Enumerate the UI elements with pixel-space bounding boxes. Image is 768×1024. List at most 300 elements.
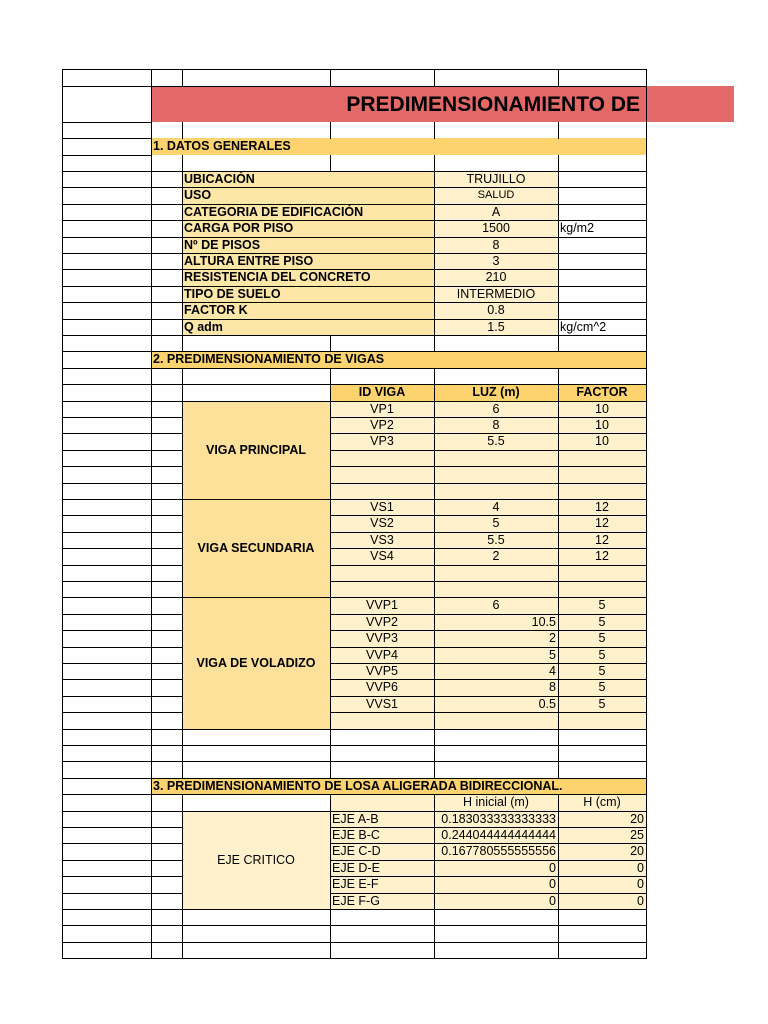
beam-id: VS3 [370,532,394,547]
grid-line [182,122,183,139]
grid-line [646,761,647,778]
grid-line [646,565,647,582]
beam-factor: 12 [595,549,609,564]
grid-line [151,794,183,795]
grid-line [558,958,647,959]
grid-line [646,925,647,942]
beam-id: VS2 [370,516,394,531]
general-value: A [491,204,501,219]
column-header: H (cm) [583,795,621,810]
grid-line [558,761,559,778]
grid-line [182,925,183,942]
grid-line [151,942,183,943]
grid-line [558,302,647,303]
grid-line [558,187,647,188]
grid-line [330,942,331,959]
grid-line [330,745,435,746]
grid-line [151,712,183,713]
grid-line [62,302,152,303]
grid-line [62,253,152,254]
grid-line [151,368,183,369]
grid-line [434,483,559,484]
beam-id: VP3 [370,434,394,449]
grid-line [62,269,152,270]
grid-line [62,499,63,516]
grid-line [62,122,152,123]
grid-line [558,729,647,730]
grid-line [151,860,152,877]
grid-line [151,925,183,926]
beam-factor: 5 [598,647,606,662]
grid-line [151,122,152,139]
grid-line [646,663,647,680]
beam-id: VVP4 [366,647,398,662]
general-label: CATEGORIA DE EDIFICACIÓN [184,204,364,219]
grid-line [434,729,559,730]
grid-line [558,466,647,467]
grid-line [62,237,63,254]
grid-line [558,925,559,942]
general-label: USO [184,188,212,203]
grid-line [151,811,152,828]
grid-line [151,483,183,484]
grid-line [62,630,152,631]
slab-h-cm: 20 [630,844,644,859]
grid-line [62,417,152,418]
grid-line [62,86,152,87]
grid-line [330,483,435,484]
grid-line [62,187,152,188]
column-header: ID VIGA [358,385,406,400]
grid-line [434,942,559,943]
general-label: Nº DE PISOS [184,237,261,252]
grid-line [646,811,647,828]
grid-line [558,335,559,352]
beam-factor: 10 [595,401,609,416]
grid-line [62,335,152,336]
grid-line [151,581,152,598]
grid-line [558,269,559,286]
grid-line [62,925,63,942]
grid-line [330,712,435,713]
section-heading: 2. PREDIMENSIONAMIENTO DE VIGAS [153,352,385,367]
grid-line [151,220,183,221]
grid-line [182,335,183,352]
grid-line [151,647,183,648]
slab-h-initial: 0 [549,893,556,908]
beam-id: VVP3 [366,631,398,646]
grid-line [646,712,647,729]
beam-factor: 5 [598,663,606,678]
grid-line [558,253,647,254]
grid-line [558,450,647,451]
grid-line [62,466,152,467]
grid-line [151,761,152,778]
grid-line [62,925,152,926]
general-label: Q adm [184,319,223,334]
grid-line [646,745,647,762]
grid-line [151,302,152,319]
grid-line [646,647,647,664]
grid-line [62,237,152,238]
grid-line [182,368,331,369]
grid-line [330,335,331,352]
grid-line [558,942,559,959]
beam-factor: 5 [598,598,606,613]
grid-line [330,155,331,172]
beam-span: 5 [549,647,556,662]
grid-line [151,811,183,812]
grid-line [62,532,152,533]
beam-factor: 5 [598,614,606,629]
grid-line [62,433,152,434]
grid-line [151,860,183,861]
slab-axis: EJE C-D [332,844,381,859]
grid-line [151,696,152,713]
grid-line [646,204,647,221]
grid-line [151,253,183,254]
beam-span: 0.5 [538,696,556,711]
grid-line [62,778,152,779]
grid-line [182,794,331,795]
grid-line [151,663,152,680]
grid-line [62,335,63,352]
slab-h-cm: 20 [630,811,644,826]
slab-h-cm: 0 [637,877,644,892]
grid-line [330,909,331,926]
grid-line [646,237,647,254]
grid-line [151,69,152,87]
grid-line [151,286,183,287]
grid-line [151,515,183,516]
general-value: 1500 [482,221,510,236]
slab-axis: EJE D-E [332,860,380,875]
grid-line [558,745,647,746]
grid-line [62,614,63,631]
grid-line [151,237,152,254]
grid-line [151,729,183,730]
beam-factor: 12 [595,516,609,531]
grid-line [434,909,435,926]
grid-line [558,761,647,762]
beam-span: 2 [549,631,556,646]
grid-line [151,893,152,910]
grid-line [62,679,152,680]
grid-line [330,69,331,87]
grid-line [182,69,183,87]
grid-line [151,155,152,172]
grid-line [62,171,63,188]
grid-line [182,384,183,401]
grid-line [151,368,152,385]
grid-line [330,483,331,500]
grid-line [646,368,647,385]
grid-line [151,171,183,172]
grid-line [182,942,183,959]
grid-line [62,729,63,746]
general-value: TRUJILLO [466,171,526,186]
grid-line [330,368,435,369]
grid-line [62,155,152,156]
beam-factor: 5 [598,680,606,695]
grid-line [558,565,559,582]
grid-line [62,663,152,664]
grid-line [151,515,152,532]
grid-line [62,712,63,729]
grid-line [62,745,63,762]
grid-line [151,630,183,631]
grid-line [62,843,152,844]
grid-line [151,647,152,664]
grid-line [646,515,647,532]
grid-line [434,745,559,746]
grid-line [62,532,63,549]
general-label: ALTURA ENTRE PISO [184,253,314,268]
grid-line [62,597,63,614]
grid-line [434,581,435,598]
grid-line [646,122,647,139]
grid-line [151,565,183,566]
grid-line [330,729,435,730]
slab-axis: EJE A-B [332,811,379,826]
beam-span: 8 [492,417,500,432]
grid-line [646,581,647,598]
beam-span: 4 [492,499,500,514]
grid-line [434,466,559,467]
grid-line [330,909,435,910]
grid-line [62,597,152,598]
grid-line [330,565,435,566]
beam-span: 5 [492,516,500,531]
beam-span: 5.5 [487,532,505,547]
grid-line [62,614,152,615]
grid-line [62,876,63,893]
grid-line [151,843,152,860]
grid-line [434,909,559,910]
grid-line [646,942,647,959]
grid-line [62,942,152,943]
grid-line [62,811,63,828]
grid-line [434,745,435,762]
grid-line [151,433,152,450]
grid-line [62,761,152,762]
beam-group-label: VIGA PRINCIPAL [205,442,306,457]
grid-line [558,581,559,598]
grid-line [646,532,647,549]
grid-line [330,761,331,778]
grid-line [62,548,63,565]
grid-line [151,187,183,188]
grid-line [558,171,559,188]
grid-line [62,138,63,156]
grid-line [558,237,647,238]
grid-line [434,712,435,729]
grid-line [62,171,152,172]
grid-line [151,335,183,336]
grid-line [151,433,183,434]
grid-line [151,663,183,664]
grid-line [434,69,435,87]
grid-line [62,630,63,647]
grid-line [558,253,559,270]
grid-line [151,925,152,942]
grid-line [182,761,331,762]
grid-line [62,417,63,434]
grid-line [646,351,647,368]
grid-line [62,69,152,70]
grid-line [646,729,647,746]
grid-line [151,450,152,467]
grid-line [646,171,647,188]
grid-line [151,417,152,434]
grid-line [62,253,63,270]
beam-factor: 5 [598,631,606,646]
grid-line [62,204,152,205]
beam-factor: 5 [598,696,606,711]
grid-line [558,269,647,270]
grid-line [151,499,152,516]
grid-line [182,384,331,385]
beam-group-label: VIGA DE VOLADIZO [196,655,316,670]
beam-span: 2 [492,549,500,564]
beam-id: VVP6 [366,680,398,695]
grid-line [182,745,183,762]
grid-line [330,565,331,582]
grid-line [62,368,63,385]
grid-line [558,712,647,713]
grid-line [558,729,559,746]
grid-line [62,909,152,910]
grid-line [62,187,63,204]
beam-factor: 10 [595,434,609,449]
grid-line [646,679,647,696]
grid-line [62,401,152,402]
grid-line [62,761,63,778]
grid-line [62,794,152,795]
grid-line [151,237,183,238]
grid-line [62,647,63,664]
grid-line [62,433,63,450]
grid-line [434,958,559,959]
grid-line [646,466,647,483]
grid-line [151,909,152,926]
grid-line [434,581,559,582]
grid-line [151,679,152,696]
grid-line [151,581,183,582]
grid-line [558,302,559,319]
grid-line [62,811,152,812]
grid-line [646,269,647,286]
beam-factor: 10 [595,417,609,432]
grid-line [646,187,647,204]
beam-span: 6 [492,401,500,416]
grid-line [151,335,152,352]
grid-line [558,69,647,70]
beam-id: VP1 [370,401,394,416]
grid-line [151,269,152,286]
general-value: SALUD [477,189,515,202]
beam-id: VVP1 [366,598,398,613]
grid-line [558,581,647,582]
grid-line [151,220,152,237]
grid-line [62,450,63,467]
general-value: 210 [485,270,507,285]
general-label: RESISTENCIA DEL CONCRETO [184,270,371,285]
general-value: INTERMEDIO [456,286,536,301]
grid-line [330,942,435,943]
grid-line [646,548,647,565]
grid-line [330,69,435,70]
grid-line [151,712,152,729]
grid-line [558,122,559,139]
grid-line [646,253,647,270]
grid-line [646,319,647,336]
grid-line [182,335,331,336]
slab-h-initial: 0.167780555555556 [441,844,556,859]
grid-line [646,286,647,303]
beam-id: VVS1 [366,696,398,711]
beam-factor: 12 [595,532,609,547]
grid-line [330,450,331,467]
grid-line [434,761,435,778]
grid-line [62,483,63,500]
grid-line [151,597,152,614]
grid-line [182,958,331,959]
grid-line [182,745,331,746]
grid-line [646,86,647,123]
grid-line [646,630,647,647]
grid-line [62,220,152,221]
grid-line [182,794,183,811]
sheet-title: PREDIMENSIONAMIENTO DE [346,92,640,116]
grid-line [330,925,435,926]
grid-line [558,368,559,385]
slab-h-cm: 0 [637,860,644,875]
grid-line [646,499,647,516]
grid-line [558,745,559,762]
grid-line [646,401,647,418]
grid-line [151,843,183,844]
grid-line [558,286,559,303]
grid-line [558,237,559,254]
grid-line [558,335,647,336]
general-value: 8 [492,237,500,252]
grid-line [646,860,647,877]
grid-line [646,417,647,434]
grid-line [646,450,647,467]
grid-line [434,483,435,500]
grid-line [62,581,152,582]
grid-line [151,466,183,467]
grid-line [151,597,183,598]
grid-line [558,450,559,467]
grid-line [151,794,152,811]
grid-line [434,450,559,451]
grid-line [62,565,63,582]
grid-line [151,319,152,336]
grid-line [330,581,331,598]
beam-span: 5.5 [487,434,505,449]
grid-line [558,483,559,500]
grid-line [646,827,647,844]
grid-line [558,171,647,172]
grid-line [62,138,152,139]
grid-line [330,466,331,483]
slab-axis: EJE E-F [332,877,379,892]
grid-line [330,466,435,467]
grid-line [330,958,435,959]
grid-line [62,860,152,861]
